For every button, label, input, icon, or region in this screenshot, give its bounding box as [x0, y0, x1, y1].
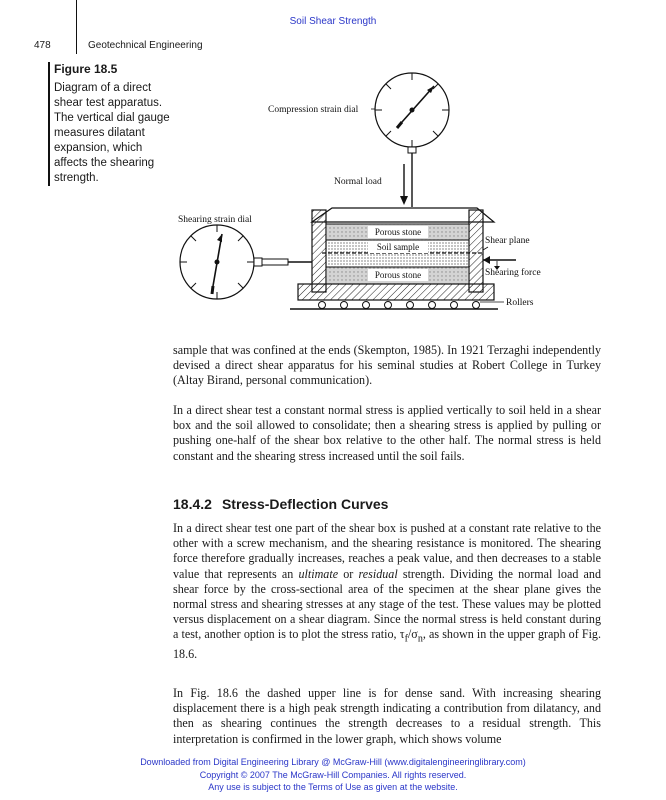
- label-porous-stone-bottom: Porous stone: [374, 270, 422, 280]
- book-title: Geotechnical Engineering: [88, 40, 203, 51]
- compression-strain-dial: [375, 73, 449, 207]
- p3-term-residual: residual: [358, 566, 398, 581]
- page-footer: [0, 756, 666, 794]
- label-rollers: Rollers: [506, 298, 534, 308]
- figure-title: Figure 18.5: [54, 62, 118, 76]
- paragraph-3: [173, 521, 601, 662]
- label-normal-load: Normal load: [334, 177, 382, 187]
- p3-term-ultimate: ultimate: [298, 566, 339, 581]
- p3-text-e: , as shown in the upper graph of Fig. 18.6.: [173, 627, 601, 662]
- paragraph-1: sample that was confined at the ends (Skempton, 1985). In 1921 Terzaghi independently devised a direct shear apparatus for his seminal studies at Robert College in Turkey (Altay Birand, personal communication).: [173, 343, 601, 388]
- label-compression-dial: Compression strain dial: [268, 105, 359, 115]
- header-rule: [76, 0, 77, 54]
- figure-caption: [48, 62, 172, 186]
- section-title: Stress-Deflection Curves: [221, 496, 389, 512]
- rollers: [319, 302, 480, 309]
- label-porous-stone-top: Porous stone: [374, 227, 422, 237]
- loading-cap: [312, 208, 494, 222]
- footer-download-link[interactable]: Downloaded from Digital Engineering Library @ McGraw-Hill (www.digitalengineeringlibrary.com): [140, 757, 526, 767]
- label-soil-sample: Soil sample: [376, 242, 420, 252]
- running-head: Soil Shear Strength: [289, 16, 377, 27]
- footer-terms-link[interactable]: Any use is subject to the Terms of Use as given at the website.: [208, 782, 458, 792]
- label-shearing-dial: Shearing strain dial: [178, 215, 252, 225]
- label-shear-plane: Shear plane: [485, 236, 530, 246]
- shear-box-left-wall: [312, 210, 326, 292]
- p3-text-a: In a direct shear test one part of the shear box is pushed at a constant rate relative to the other with a screw mechanism, and the shearing resistance is monitored. The shearing force therefore gradually increases, reaches a peak value, and then decreases to a stable value that represents an: [173, 521, 601, 581]
- figure-caption-text: Diagram of a direct shear test apparatus. The vertical dial gauge measures dilatant expansion, which affects the shearing strength.: [54, 82, 170, 184]
- p3-text-d: /σ: [407, 627, 418, 642]
- page-number: 478: [34, 40, 51, 51]
- shearing-strain-dial: [180, 225, 312, 299]
- section-number: 18.4.2: [173, 496, 212, 512]
- direct-shear-apparatus-figure: [172, 62, 552, 324]
- p3-text-c: strength. Dividing the normal load and shear force by the cross-sectional area of the specimen at the shear plane gives the normal stress and shearing stresses at any stage of the test. These values may be plotted versus displacement on a shear diagram. Since the normal stress is held constant during a test, another option is to plot the stress ratio, τ: [173, 566, 602, 642]
- shear-box-base: [298, 284, 494, 300]
- shear-box-right-wall: [469, 210, 483, 292]
- section-heading: [173, 496, 388, 512]
- paragraph-2: In a direct shear test a constant normal stress is applied vertically to soil held in a shear box and the soil allowed to consolidate; then a shearing stress is applied by pulling or pushing one-half of the shear box relative to the other half. The normal stress is held constant and the shearing stress increased until the soil fails.: [173, 403, 601, 463]
- paragraph-4: In Fig. 18.6 the dashed upper line is for dense sand. With increasing shearing displacement there is a high peak strength indicating a contribution from dilatancy, and then as shearing continues the strength decreases to a residual strength. This interpretation is confirmed in the lower graph, which shows volume: [173, 686, 601, 746]
- footer-copyright: Copyright © 2007 The McGraw-Hill Companies. All rights reserved.: [199, 769, 467, 780]
- p3-sub-f: f: [404, 633, 408, 645]
- p3-text-b: or: [338, 566, 359, 581]
- label-shearing-force: Shearing force: [485, 268, 541, 278]
- p3-sub-n: n: [417, 633, 423, 645]
